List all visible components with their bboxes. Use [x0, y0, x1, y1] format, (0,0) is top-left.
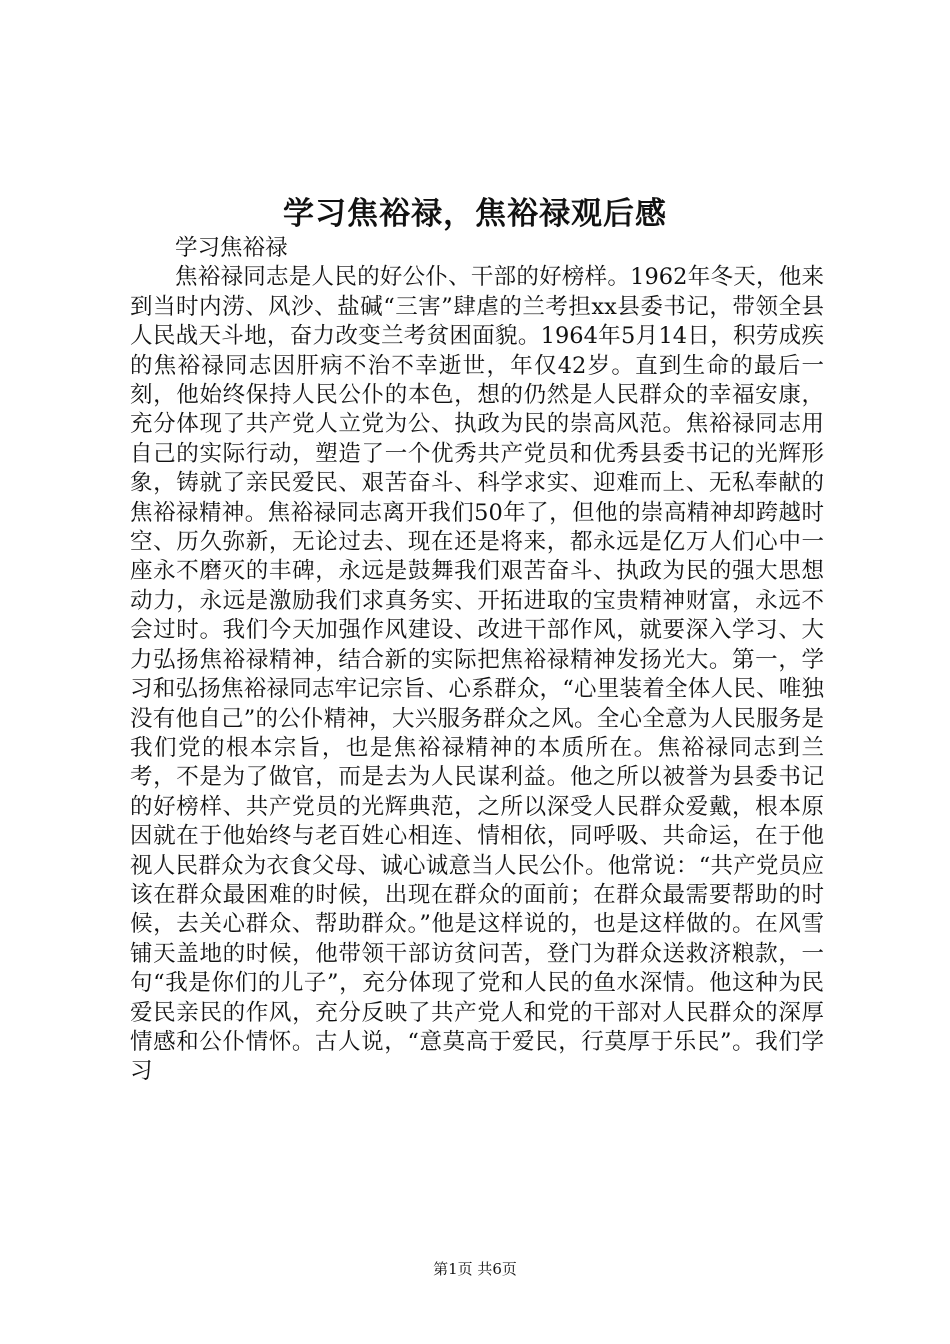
document-title: 学习焦裕禄，焦裕禄观后感 [283, 196, 667, 232]
page-number: 第1页 [433, 1260, 473, 1278]
document-body [130, 234, 824, 1087]
subtitle-paragraph: 学习焦裕禄 [175, 235, 288, 261]
body-paragraph: 焦裕禄同志是人民的好公仆、干部的好榜样。1962年冬天，他来到当时内涝、风沙、盐碱“三害”肆虐的兰考担xx县委书记，带领全县人民战天斗地，奋力改变兰考贫困面貌。1964年5月14日，积劳成疾的焦裕禄同志因肝病不治不幸逝世，年仅42岁。直到生命的最后一刻，他始终保持人民公仆的本色，想的仍然是人民群众的幸福安康，充分体现了共产党人立党为公、执政为民的崇高风范。焦裕禄同志用自己的实际行动，塑造了一个优秀共产党员和优秀县委书记的光辉形象，铸就了亲民爱民、艰苦奋斗、科学求实、迎难而上、无私奉献的焦裕禄精神。焦裕禄同志离开我们50年了，但他的崇高精神却跨越时空、历久弥新，无论过去、现在还是将来，都永远是亿万人们心中一座永不磨灭的丰碑，永远是鼓舞我们艰苦奋斗、执政为民的强大思想动力，永远是激励我们求真务实、开拓进取的宝贵精神财富，永远不会过时。我们今天加强作风建设、改进干部作风，就要深入学习、大力弘扬焦裕禄精神，结合新的实际把焦裕禄精神发扬光大。第一，学习和弘扬焦裕禄同志牢记宗旨、心系群众，“心里装着全体人民、唯独没有他自己”的公仆精神，大兴服务群众之风。全心全意为人民服务是我们党的根本宗旨，也是焦裕禄精神的本质所在。焦裕禄同志到兰考，不是为了做官，而是去为人民谋利益。他之所以被誉为县委书记的好榜样、共产党员的光辉典范，之所以深受人民群众爱戴，根本原因就在于他始终与老百姓心相连、情相依，同呼吸、共命运，在于他视人民群众为衣食父母、诚心诚意当人民公仆。他常说：“共产党员应该在群众最困难的时候，出现在群众的面前；在群众最需要帮助的时候，去关心群众、帮助群众。”他是这样说的，也是这样做的。在风雪铺天盖地的时候，他带领干部访贫问苦，登门为群众送救济粮款，一句“我是你们的儿子”，充分体现了党和人民的鱼水深情。他这种为民爱民亲民的作风，充分反映了共产党人和党的干部对人民群众的深厚情感和公仆情怀。古人说，“意莫高于爱民，行莫厚于乐民”。我们学习 [130, 264, 824, 1085]
page-footer [0, 1258, 950, 1279]
page-total: 共6页 [477, 1260, 517, 1278]
